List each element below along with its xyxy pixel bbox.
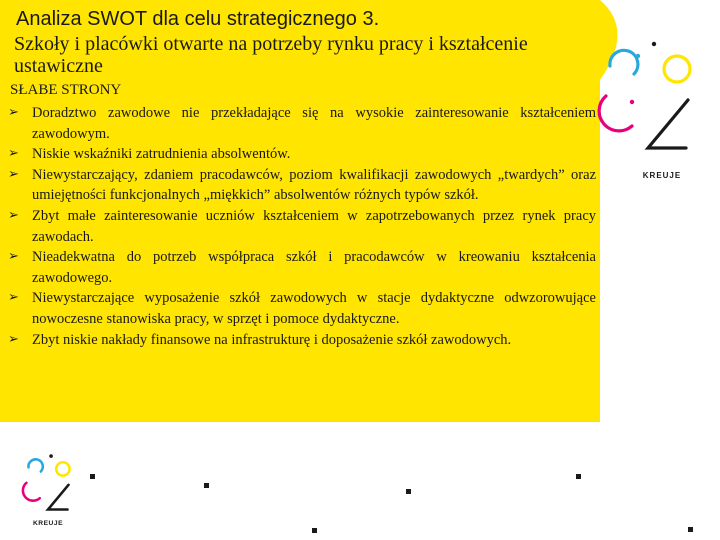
list-item-text: Nieadekwatna do potrzeb współpraca szkół i pracodawców w kreowaniu kształcenia zawodowego. bbox=[32, 249, 596, 286]
logo-caption: KREUJE bbox=[642, 171, 682, 180]
arrowhead-bullet-icon: ➢ bbox=[8, 146, 19, 162]
section-heading: SŁABE STRONY bbox=[10, 82, 122, 98]
list-item bbox=[8, 247, 596, 288]
kreuje-logo bbox=[596, 36, 700, 184]
arrowhead-bullet-icon: ➢ bbox=[8, 166, 19, 182]
weaknesses-list bbox=[8, 103, 596, 350]
arrowhead-bullet-icon: ➢ bbox=[8, 331, 19, 347]
slide-subtitle: Szkoły i placówki otwarte na potrzeby rynku pracy i kształcenie ustawiczne bbox=[14, 33, 528, 77]
kreuje-logo-small bbox=[20, 452, 76, 528]
list-item-text: Zbyt małe zainteresowanie uczniów kształceniem w zapotrzebowanych przez rynek pracy zawodach. bbox=[32, 207, 596, 245]
list-item-text: Niewystarczający, zdaniem pracodawców, poziom kwalifikacji zawodowych „twardych” oraz umiejętności funkcjonalnych „miękkich” absolwentów różnych typów szkół. bbox=[32, 166, 596, 204]
arrowhead-bullet-icon: ➢ bbox=[8, 290, 19, 306]
list-item bbox=[8, 144, 596, 165]
list-item bbox=[8, 288, 596, 329]
arrowhead-bullet-icon: ➢ bbox=[8, 207, 19, 223]
list-item-text: Niskie wskaźniki zatrudnienia absolwentów. bbox=[32, 146, 291, 163]
list-item-text: Doradztwo zawodowe nie przekładające się na wysokie zainteresowanie kształceniem zawodowym. bbox=[32, 105, 596, 142]
decorative-dot bbox=[688, 527, 693, 532]
list-item-text: Niewystarczające wyposażenie szkół zawodowych w stacje dydaktyczne odwzorowujące nowoczesne stanowiska pracy, w sprzęt i pomoce dydaktyczne. bbox=[32, 290, 596, 327]
decorative-dot bbox=[312, 528, 317, 533]
list-item-text: Zbyt niskie nakłady finansowe na infrastrukturę i doposażenie szkół zawodowych. bbox=[32, 331, 512, 348]
list-item bbox=[8, 330, 596, 351]
list-item bbox=[8, 165, 596, 206]
arrowhead-bullet-icon: ➢ bbox=[8, 105, 19, 120]
list-item bbox=[8, 103, 596, 144]
decorative-dot bbox=[204, 483, 209, 488]
decorative-dot bbox=[406, 489, 411, 494]
list-item bbox=[8, 206, 596, 247]
decorative-dot bbox=[90, 474, 95, 479]
logo-small-caption: KREUJE bbox=[32, 519, 64, 527]
arrowhead-bullet-icon: ➢ bbox=[8, 249, 19, 265]
slide-title: Analiza SWOT dla celu strategicznego 3. bbox=[16, 8, 380, 30]
decorative-dot bbox=[576, 474, 581, 479]
